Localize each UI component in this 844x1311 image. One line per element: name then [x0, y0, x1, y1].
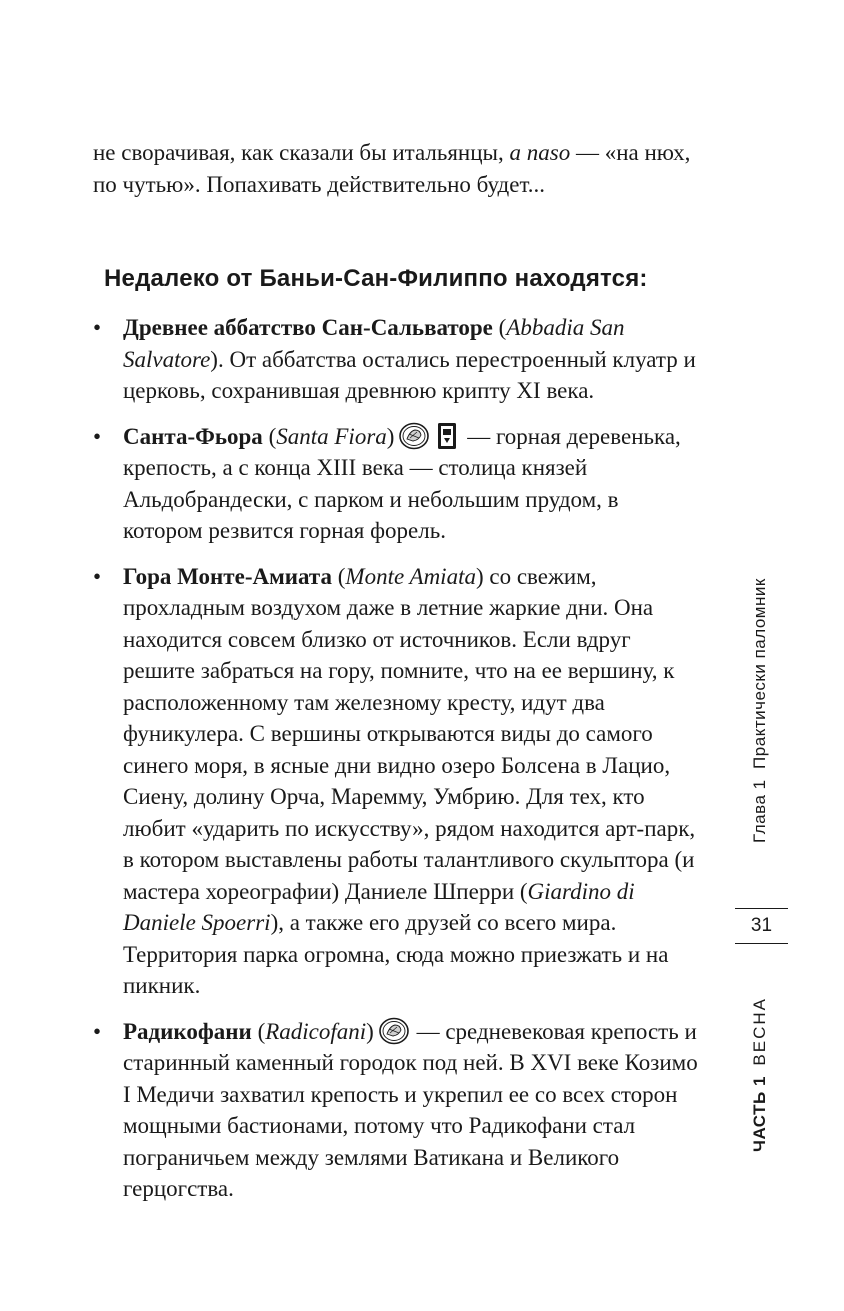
part-label: ЧАСТЬ 1 [750, 1076, 769, 1152]
place-latin-name: Abbadia San Salvatore [123, 315, 625, 372]
page-number-rule-top [735, 908, 788, 909]
paren-close: ) [210, 346, 218, 372]
paren-open: ( [262, 423, 277, 449]
part-title: ВЕСНА [750, 997, 769, 1066]
place-name: Гора Монте-Амиата [123, 563, 332, 589]
page-number: 31 [750, 915, 773, 936]
chapter-running-head [750, 578, 770, 843]
park-latin-name: Giardino di Daniele Spoerri [123, 878, 635, 935]
place-description: со свежим, прохладным воздухом даже в летние жаркие дни. Она находится совсем близко от источников. Если вдруг решите забраться на гору, помните, что на ее вершину, к расположенному там железному кресту, идут два фуникулера. С вершины открываются виды до самого синего моря, в ясные дни видно озеро Болсена в Лацио, Сиену, долину Орча, Маремму, Умбрию. Для тех, кто любит «ударить по искусству», рядом находится арт-парк, в котором выставлены работы талантливого скульптора (и мастера хореографии) Даниеле Шперри ( [123, 563, 696, 904]
intro-text-b: — «на нюх, по чутью». Попахивать действительно будет... [93, 140, 691, 197]
place-name: Санта-Фьора [123, 423, 263, 449]
chapter-title: Практически паломник [750, 578, 769, 769]
main-text-column [93, 137, 713, 1219]
list-item [93, 421, 703, 547]
bullet: • [93, 315, 102, 340]
part-running-head [750, 997, 770, 1152]
coin-icon [378, 1017, 410, 1045]
place-latin-name: Monte Amiata [345, 563, 476, 589]
section-heading: Недалеко от Баньи-Сан-Филиппо находятся: [104, 265, 648, 292]
place-description-end: ), а также его друзей со всего мира. Территория парка огромна, сюда можно приезжать и на пикник. [123, 910, 669, 998]
intro-paragraph [93, 137, 713, 200]
bullet: • [93, 563, 102, 589]
paren-close: ) [366, 1018, 374, 1044]
place-name: Древнее аббатство Сан-Сальваторе [123, 315, 493, 340]
paren-close: ) [386, 423, 395, 449]
page-number-rule-bottom [735, 943, 788, 944]
place-name: Радикофани [123, 1018, 252, 1044]
intro-italic: a naso [509, 140, 571, 165]
card-icon [437, 422, 457, 450]
paren-close: ) [475, 563, 484, 589]
place-latin-name: Radicofani [265, 1018, 367, 1044]
places-list [93, 312, 713, 1205]
chapter-label: Глава 1 [750, 779, 769, 843]
list-item [93, 561, 703, 1002]
place-latin-name: Santa Fiora [276, 423, 387, 449]
place-description: . От аббатства остались перестроенный клуатр и церковь, сохранившая древнюю крипту XI века. [123, 346, 696, 403]
intro-text-a: не сворачивая, как сказали бы итальянцы, [93, 140, 510, 165]
paren-open: ( [332, 563, 346, 589]
bullet: • [93, 1018, 102, 1044]
paren-open: ( [492, 315, 507, 340]
list-item [93, 312, 703, 407]
list-item [93, 1016, 703, 1205]
place-description: — горная деревенька, крепость, а с конца XIII века — столица князей Альдобрандески, с парком и небольшим прудом, в котором резвится горная форель. [123, 423, 681, 543]
bullet: • [93, 423, 102, 449]
paren-open: ( [251, 1018, 266, 1044]
place-description: — средневековая крепость и старинный каменный городок под ней. В XVI веке Козимо I Медичи захватил крепость и укрепил ее со всех сторон мощными бастионами, потому что Радикофани стал пограничьем между землями Ватикана и Великого герцогства. [123, 1018, 698, 1201]
coin-icon [398, 422, 430, 450]
